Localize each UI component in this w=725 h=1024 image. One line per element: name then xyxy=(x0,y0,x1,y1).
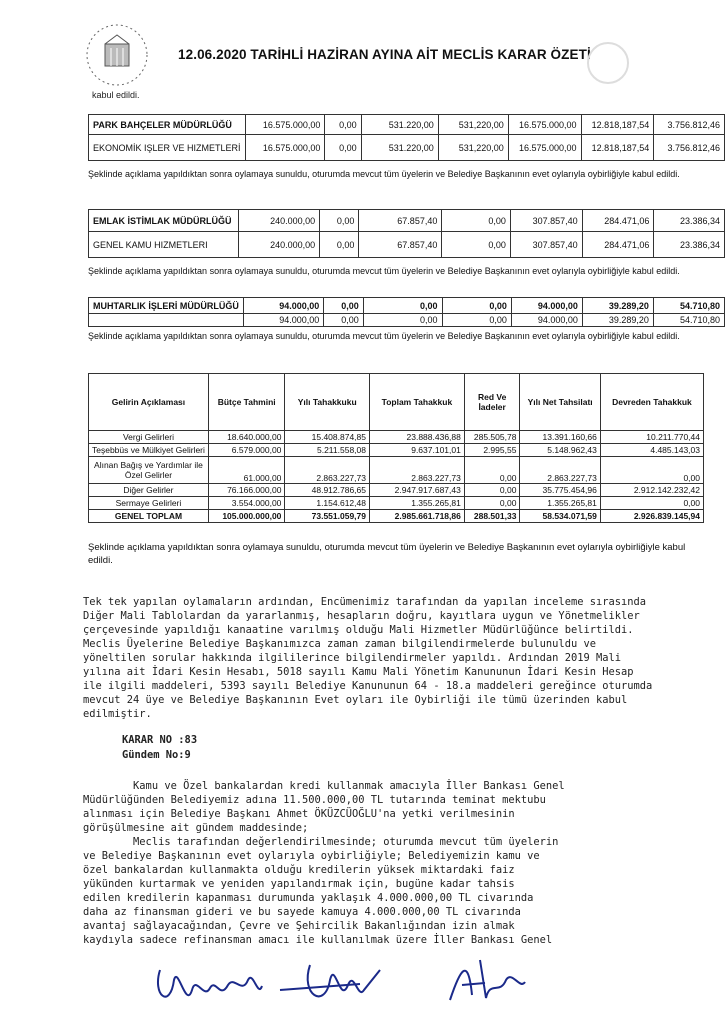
cell: 0,00 xyxy=(320,232,359,258)
table-header-row xyxy=(89,374,704,431)
text-line: Kamu ve Özel bankalardan kredi kullanmak amacıyla İller Bankası Genel xyxy=(83,780,565,792)
cell: 23.386,34 xyxy=(654,210,725,232)
cell: 2.995,55 xyxy=(464,444,520,457)
text-line: ve Belediye Başkanının evet oylarıyla oybirliğiyle; Belediyemizin kamu ve xyxy=(83,850,540,862)
cell: 2.985.661.718,86 xyxy=(369,510,464,523)
cell: 3.756.812,46 xyxy=(654,135,725,161)
row-label: EMLAK İSTİMLAK MÜDÜRLÜĞÜ xyxy=(89,210,239,232)
text-line: yükünden kurtarmak ve yeniden yapılandırmak için, bugüne kadar tahsis xyxy=(83,878,515,890)
cell: 35.775.454,96 xyxy=(520,484,600,497)
cell: 9.637.101,01 xyxy=(369,444,464,457)
decision-paragraph xyxy=(83,581,652,735)
cell: 240.000,00 xyxy=(239,210,320,232)
cell: 1.355.265,81 xyxy=(369,497,464,510)
cell: 3.756.812,46 xyxy=(654,115,725,135)
agenda-number: Gündem No:9 xyxy=(122,749,191,761)
cell: 4.485.143,03 xyxy=(600,444,703,457)
cell: 307.857,40 xyxy=(510,232,582,258)
budget-table-emlak xyxy=(88,209,725,258)
cell: 240.000,00 xyxy=(239,232,320,258)
cell: 0,00 xyxy=(363,298,442,314)
cell: 16.575.000,00 xyxy=(245,115,325,135)
table-row xyxy=(89,444,704,457)
cell: 16.575.000,00 xyxy=(508,115,581,135)
cell: 0,00 xyxy=(325,135,361,161)
text-line: kaydıyla sadece refinansman amacı ile kullanılmak üzere İller Bankası Genel xyxy=(83,934,553,946)
cell: 0,00 xyxy=(324,314,363,327)
text-line: özel bankalardan kullanmakta olduğu kredilerin yüksek miktardaki faiz xyxy=(83,864,515,876)
cell: 0,00 xyxy=(600,457,703,484)
col-header: Gelirin Açıklaması xyxy=(89,374,209,431)
budget-table-park xyxy=(88,114,725,161)
text-line: edilmiştir. xyxy=(83,708,152,720)
cell: 23.888.436,88 xyxy=(369,431,464,444)
row-label: Diğer Gelirler xyxy=(89,484,209,497)
cell: 288.501,33 xyxy=(464,510,520,523)
text-line: Tek tek yapılan oylamaların ardından, Encümenimiz tarafından da yapılan inceleme sırasında xyxy=(83,596,647,608)
cell: 61.000,00 xyxy=(208,457,285,484)
text-line: Meclis tarafından değerlendirilmesinde; oturumda mevcut tüm üyelerin xyxy=(83,836,559,848)
table-row xyxy=(89,115,725,135)
cell: 94.000,00 xyxy=(511,314,582,327)
cell: 67.857,40 xyxy=(359,232,442,258)
cell: 48.912.786,65 xyxy=(285,484,370,497)
cell: 12.818,187,54 xyxy=(581,135,654,161)
cell: 531.220,00 xyxy=(361,135,438,161)
row-label: GENEL TOPLAM xyxy=(89,510,209,523)
cell: 2.863.227,73 xyxy=(369,457,464,484)
signature-3 xyxy=(450,960,525,1000)
cell: 67.857,40 xyxy=(359,210,442,232)
cell: 0,00 xyxy=(600,497,703,510)
cell: 0,00 xyxy=(442,314,511,327)
col-header: Devreden Tahakkuk xyxy=(600,374,703,431)
cell: 307.857,40 xyxy=(510,210,582,232)
cell: 1.355.265,81 xyxy=(520,497,600,510)
text-line: Diğer Mali Tablolardan da yararlanmış, hesapların doğru, kayıtlara uygun ve Yönetmelikler xyxy=(83,610,640,622)
cell: 0,00 xyxy=(442,298,511,314)
approval-note: Şeklinde açıklama yapıldıktan sonra oylamaya sunuldu, oturumda mevcut tüm üyelerin ve Belediye Başkanının evet oylarıyla oybirliğiyle kabul edildi. xyxy=(88,331,680,341)
text-line: Meclis Üyelerine Belediye Başkanımızca zaman zaman bilgilendirmelerde bulunuldu ve xyxy=(83,638,596,650)
signature-2 xyxy=(280,965,380,996)
cell: 284.471,06 xyxy=(582,210,654,232)
approval-note: Şeklinde açıklama yapıldıktan sonra oylamaya sunuldu, oturumda mevcut tüm üyelerin ve Belediye Başkanının evet oylarıyla oybirliğiyle kabul edildi. xyxy=(88,542,686,566)
cell: 5.211.558,08 xyxy=(285,444,370,457)
cell: 284.471,06 xyxy=(582,232,654,258)
budget-table-muhtarlik xyxy=(88,297,725,327)
cell: 15.408.874,85 xyxy=(285,431,370,444)
cell: 58.534.071,59 xyxy=(520,510,600,523)
cell: 0,00 xyxy=(363,314,442,327)
cell: 12.818,187,54 xyxy=(581,115,654,135)
cell: 1.154.612,48 xyxy=(285,497,370,510)
row-label: Sermaye Gelirleri xyxy=(89,497,209,510)
cell: 0,00 xyxy=(324,298,363,314)
signatures xyxy=(150,950,630,1020)
row-label: GENEL KAMU HIZMETLERI xyxy=(89,232,239,258)
cell: 0,00 xyxy=(442,210,511,232)
cell: 18.640.000,00 xyxy=(208,431,285,444)
cell: 16.575.000,00 xyxy=(508,135,581,161)
cell: 94.000,00 xyxy=(511,298,582,314)
cell: 531,220,00 xyxy=(438,135,508,161)
approval-note: Şeklinde açıklama yapıldıktan sonra oylamaya sunuldu, oturumda mevcut tüm üyelerin ve Belediye Başkanının evet oylarıyla oybirliğiyle kabul edildi. xyxy=(88,266,680,276)
cell: 0,00 xyxy=(464,484,520,497)
cell: 3.554.000,00 xyxy=(208,497,285,510)
cell: 2.912.142.232,42 xyxy=(600,484,703,497)
table-row xyxy=(89,232,725,258)
cell: 285.505,78 xyxy=(464,431,520,444)
cell: 2.947.917.687,43 xyxy=(369,484,464,497)
row-label: MUHTARLIK İŞLERİ MÜDÜRLÜĞÜ xyxy=(89,298,244,314)
table-row xyxy=(89,210,725,232)
table-row xyxy=(89,431,704,444)
text-line: daha az finansman gideri ve bu sayede kamuya 4.000.000,00 TL civarında xyxy=(83,906,521,918)
text-line: yılına ait İdari Kesin Hesabı, 5018 sayılı Kamu Mali Yönetim Kanununun İdari Kesin Hesap xyxy=(83,666,634,678)
text-line: mevcut 24 üye ve Belediye Başkanının Evet oyları ile Oybirliği ile tümü üzerinden kabul xyxy=(83,694,628,706)
cell: 76.166.000,00 xyxy=(208,484,285,497)
cell: 10.211.770,44 xyxy=(600,431,703,444)
text-line: edilen kredilerin kapanması durumunda yaklaşık 4.000.000,00 TL civarında xyxy=(83,892,534,904)
text-line: çerçevesinde yapıldığı kanaatine varılmış olduğu Mali Hizmetler Müdürlüğünce belirtildi. xyxy=(83,624,634,636)
text-line: görüşülmesine ait gündem maddesinde; xyxy=(83,822,309,834)
col-header: Bütçe Tahmini xyxy=(208,374,285,431)
text-line: avantaj sağlayacağından, Çevre ve Şehircilik Bakanlığından izin almak xyxy=(83,920,515,932)
col-header: Yılı Net Tahsilatı xyxy=(520,374,600,431)
municipality-seal-logo xyxy=(82,22,152,88)
cell: 94.000,00 xyxy=(243,298,323,314)
table-row xyxy=(89,457,704,484)
signature-1 xyxy=(158,970,262,997)
cell: 2.863.227,73 xyxy=(520,457,600,484)
cell: 54.710,80 xyxy=(653,314,724,327)
row-label: Vergi Gelirleri xyxy=(89,431,209,444)
table-row xyxy=(89,497,704,510)
cell: 6.579.000,00 xyxy=(208,444,285,457)
cell: 2.926.839.145,94 xyxy=(600,510,703,523)
cell: 39.289,20 xyxy=(582,314,653,327)
cell: 39.289,20 xyxy=(582,298,653,314)
table-row xyxy=(89,298,725,314)
decision-number: KARAR NO :83 xyxy=(122,734,198,746)
text-line: Müdürlüğünden Belediyemiz adına 11.500.000,00 TL tutarında teminat mektubu xyxy=(83,794,546,806)
cell: 105.000.000,00 xyxy=(208,510,285,523)
row-label: PARK BAHÇELER MÜDÜRLÜĞÜ xyxy=(89,115,246,135)
col-header: Red Ve İadeler xyxy=(464,374,520,431)
cell: 2.863.227,73 xyxy=(285,457,370,484)
row-label: EKONOMİK IŞLER VE HIZMETLERİ xyxy=(89,135,246,161)
cell: 0,00 xyxy=(325,115,361,135)
revenue-table xyxy=(88,373,704,523)
cell: 54.710,80 xyxy=(653,298,724,314)
text-line: alınması için Belediye Başkanı Ahmet ÖKÜZCÜOĞLU'na yetki verilmesinin xyxy=(83,808,515,820)
cell: 0,00 xyxy=(464,497,520,510)
col-header: Toplam Tahakkuk xyxy=(369,374,464,431)
table-row xyxy=(89,314,725,327)
cell: 531,220,00 xyxy=(438,115,508,135)
table-row xyxy=(89,135,725,161)
cell: 13.391.160,66 xyxy=(520,431,600,444)
decision-paragraph xyxy=(83,765,565,961)
stamp-watermark-icon xyxy=(585,40,631,86)
row-label xyxy=(89,314,244,327)
col-header: Yılı Tahakkuku xyxy=(285,374,370,431)
text-line: ile ilgili maddeleri, 5393 sayılı Belediye Kanununun 64 - 18.a maddeleri gereğince oturumda xyxy=(83,680,653,692)
cell: 5.148.962,43 xyxy=(520,444,600,457)
cell: 0,00 xyxy=(464,457,520,484)
cell: 0,00 xyxy=(320,210,359,232)
page-title: 12.06.2020 TARİHLİ HAZİRAN AYINA AİT MECLİS KARAR ÖZETİ xyxy=(178,47,591,62)
cell: 16.575.000,00 xyxy=(245,135,325,161)
cell: 531.220,00 xyxy=(361,115,438,135)
cell: 94.000,00 xyxy=(243,314,323,327)
kabul-edildi-text: kabul edildi. xyxy=(92,90,140,100)
table-row xyxy=(89,484,704,497)
row-label: Teşebbüs ve Mülkiyet Gelirleri xyxy=(89,444,209,457)
cell: 73.551.059,79 xyxy=(285,510,370,523)
approval-note: Şeklinde açıklama yapıldıktan sonra oylamaya sunuldu, oturumda mevcut tüm üyelerin ve Belediye Başkanının evet oylarıyla oybirliğiyle kabul edildi. xyxy=(88,169,680,179)
cell: 23.386,34 xyxy=(654,232,725,258)
text-line: yöneltilen sorular hakkında ilgililerince bilgilendirmeler yapıldı. Ardından 2019 Mali xyxy=(83,652,621,664)
cell: 0,00 xyxy=(442,232,511,258)
table-total-row xyxy=(89,510,704,523)
row-label: Alınan Bağış ve Yardımlar ile Özel Gelirler xyxy=(89,457,209,484)
